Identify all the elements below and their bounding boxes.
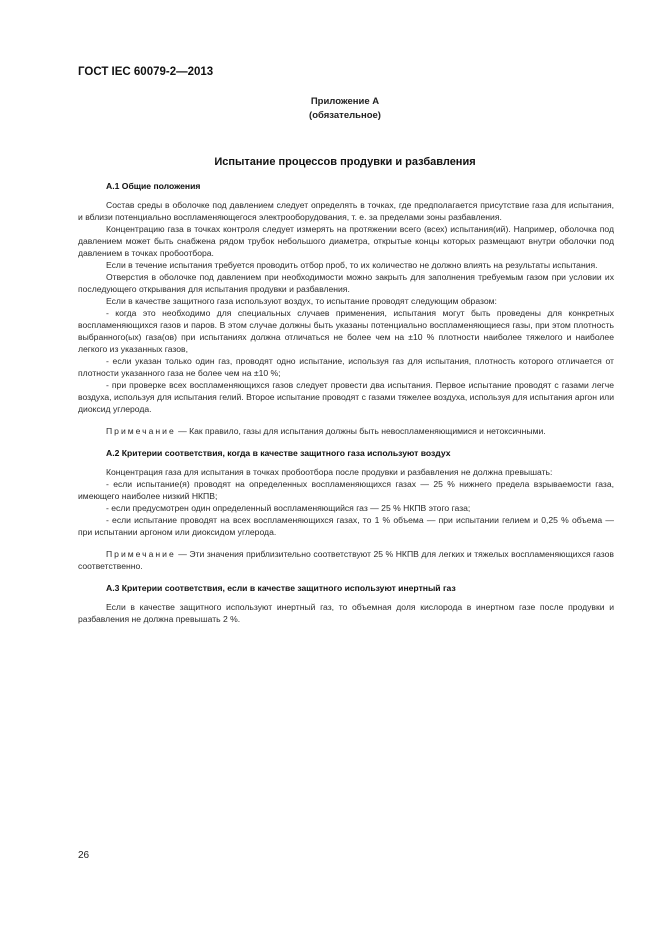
list-item: - если предусмотрен один определенный воспламеняющийся газ — 25 % НКПВ этого газа;	[106, 503, 471, 513]
document-id: ГОСТ IEC 60079-2—2013	[78, 66, 214, 78]
paragraph: Концентрация газа для испытания в точках пробоотбора после продувки и разбавления не должна превышать:	[106, 467, 553, 477]
note	[78, 425, 614, 437]
annex-title: Испытание процессов продувки и разбавления	[214, 156, 476, 168]
note-text: — Как правило, газы для испытания должны быть невоспламеняющимися и нетоксичными.	[175, 426, 546, 436]
paragraph: Отверстия в оболочке под давлением при необходимости можно закрыть для заполнения требуемым газом при условии их последующего открывания для испытания продувки и разбавления.	[78, 272, 614, 294]
paragraph: Концентрацию газа в точках контроля следует измерять на протяжении всего (всех) испытания(ий). Например, оболочка под давлением может быть снабжена рядом трубок небольшого диаметра, открытые концы которых размещают внутри оболочки под давлением в точках пробоотбора.	[78, 224, 614, 258]
note-label: Примечание	[106, 549, 176, 559]
note-text: — Эти значения приблизительно соответствуют 25 % НКПВ для легких и тяжелых воспламеняющихся газов соответственно.	[78, 549, 614, 571]
paragraph: Если в качестве защитного используют инертный газ, то объемная доля кислорода в инертном газе после продувки и разбавления не должна превышать 2 %.	[78, 602, 614, 624]
list-item: - если указан только один газ, проводят одно испытание, используя газ для испытания, плотность которого отличается от плотности указанного газа не более чем на ±10 %;	[78, 356, 614, 378]
page-number: 26	[78, 850, 90, 861]
section-a1-heading: А.1 Общие положения	[106, 181, 201, 191]
paragraph: Если в течение испытания требуется проводить отбор проб, то их количество не должно влиять на результаты испытания.	[106, 260, 598, 270]
list-item: - при проверке всех воспламеняющихся газов следует провести два испытания. Первое испытание проводят с газами легче воздуха, используя для испытания гелий. Второе испытание проводят с газами тяжелее воздуха, используя для испытания аргон или диоксид углерода.	[78, 380, 614, 414]
list-item: - если испытание проводят на всех воспламеняющихся газах, то 1 % объема — при испытании гелием и 0,25 % объема — при испытании аргоном или диоксидом углерода.	[78, 515, 614, 537]
section-a2-heading: А.2 Критерии соответствия, когда в качестве защитного газа используют воздух	[106, 448, 451, 458]
annex-status: (обязательное)	[309, 110, 381, 121]
paragraph: Если в качестве защитного газа используют воздух, то испытание проводят следующим образом:	[106, 296, 497, 306]
annex-label: Приложение А	[310, 96, 380, 107]
note	[78, 548, 614, 572]
list-item: - если испытание(я) проводят на определенных воспламеняющихся газах — 25 % нижнего предела взрываемости газа, имеющего наиболее низкий НКПВ;	[78, 479, 614, 501]
paragraph: Состав среды в оболочке под давлением следует определять в точках, где предполагается присутствие газа для испытания, и вблизи потенциально воспламеняющегося электрооборудования, т. е. за пределами зоны разбавления.	[78, 200, 614, 222]
note-label: Примечание	[106, 426, 176, 436]
section-a3-heading: А.3 Критерии соответствия, если в качестве защитного используют инертный газ	[106, 583, 456, 593]
list-item: - когда это необходимо для специальных случаев применения, испытания могут быть проведены для конкретных воспламеняющихся газов и паров. В этом случае должны быть указаны потенциально воспламеняющиеся газы, при этом плотность выбранного(ых) газа(ов) при испытаниях должна отличаться не более чем на ±10 % плотности наиболее тяжелого и наиболее легкого из указанных газов,	[78, 308, 614, 354]
document-body	[78, 180, 614, 625]
